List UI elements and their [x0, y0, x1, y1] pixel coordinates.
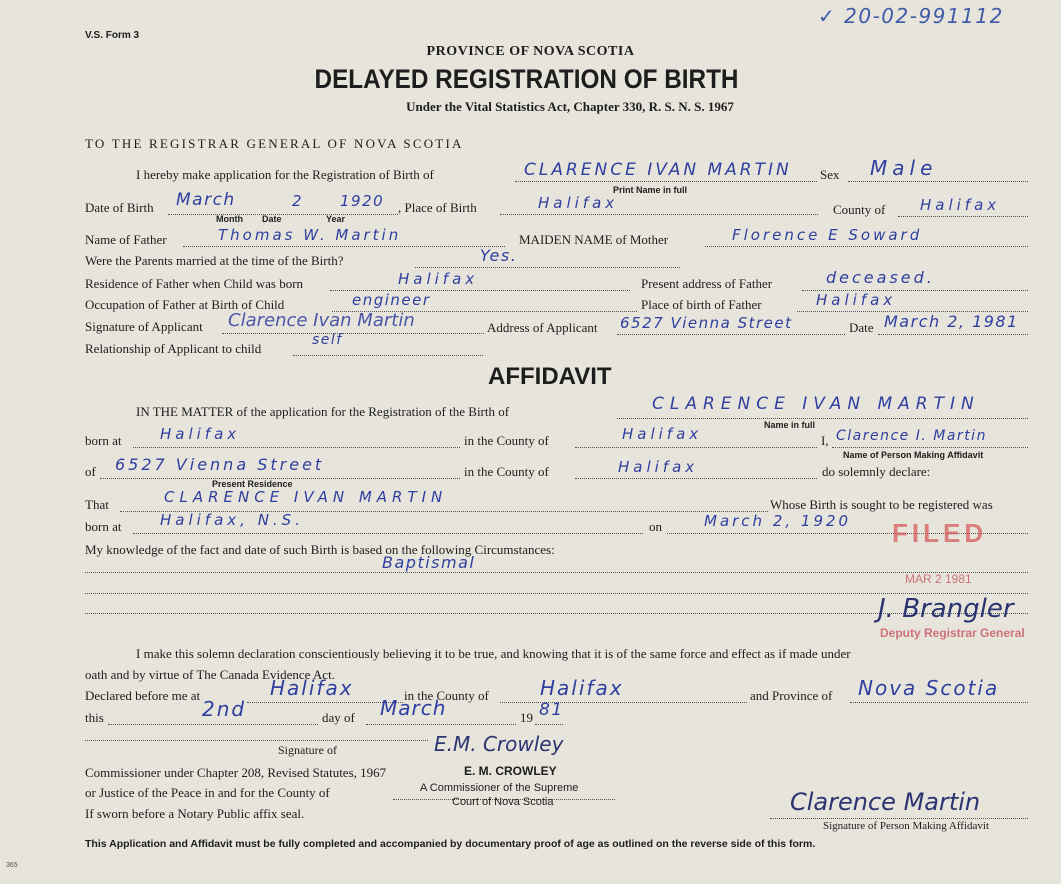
declared-county-label: in the County of	[404, 688, 489, 703]
on-label: on	[649, 519, 662, 534]
year-hint: Year	[326, 214, 346, 224]
this-day-value: 2nd	[202, 697, 247, 721]
father-label: Name of Father	[85, 232, 167, 247]
place-label: , Place of Birth	[398, 200, 477, 215]
footer-note: This Application and Affidavit must be fully completed and accompanied by documentary proof of age as outlined on the reverse side of this form.	[85, 838, 816, 850]
commissioner-line-1: Commissioner under Chapter 208, Revised Statutes, 1967	[85, 765, 387, 780]
declare-label: do solemnly declare:	[822, 464, 931, 479]
filed-date: MAR 2 1981	[905, 572, 972, 586]
declared-label: Declared before me at	[85, 688, 201, 703]
county-value: Halifax	[920, 196, 1001, 214]
born-at-label: born at	[85, 433, 122, 448]
residence-value: Halifax	[398, 270, 479, 288]
commissioner-line-2: or Justice of the Peace in and for the County of	[85, 785, 330, 800]
file-number: ✓ 20-02-991112	[818, 4, 1004, 28]
applicant-signature: Clarence Ivan Martin	[228, 310, 415, 331]
dob-year-value: 1920	[340, 192, 385, 210]
year-value: 81	[539, 700, 564, 720]
affidavit-name-value: CLARENCE IVAN MARTIN	[652, 394, 980, 414]
county-value-2: Halifax	[618, 458, 699, 476]
mother-label: MAIDEN NAME of Mother	[519, 232, 669, 247]
married-label: Were the Parents married at the time of the Birth?	[85, 253, 344, 268]
declaration-line-1: I make this solemn declaration conscientiously believing it to be true, and knowing that it is of the same force and effect as if made under	[136, 646, 851, 661]
of-label: of	[85, 464, 96, 479]
married-value: Yes.	[480, 246, 518, 265]
application-date-value: March 2, 1981	[884, 312, 1019, 331]
applicant-address-value: 6527 Vienna Street	[620, 314, 793, 332]
signature-of-label: Signature of	[278, 743, 337, 757]
mother-value: Florence E Soward	[732, 226, 923, 244]
form-title: DELAYED REGISTRATION OF BIRTH	[314, 64, 739, 94]
deponent-value: Clarence I. Martin	[836, 428, 987, 444]
affidavit-heading: AFFIDAVIT	[488, 363, 612, 390]
circumstance-value: Baptismal	[382, 553, 476, 572]
born-at-value: Halifax	[160, 425, 241, 443]
that-name-value: CLARENCE IVAN MARTIN	[164, 488, 448, 506]
father-birthplace-value: Halifax	[816, 291, 897, 309]
year-prefix: 19	[520, 710, 533, 725]
province-label: and Province of	[750, 688, 833, 703]
dob-label: Date of Birth	[85, 200, 154, 215]
declared-county-value: Halifax	[540, 676, 624, 700]
sex-value: Male	[870, 156, 938, 180]
addressee: TO THE REGISTRAR GENERAL OF NOVA SCOTIA	[85, 136, 464, 151]
day-of-label: day of	[322, 710, 355, 725]
province-heading: PROVINCE OF NOVA SCOTIA	[426, 44, 635, 59]
province-value: Nova Scotia	[858, 676, 1000, 700]
residence-label: Residence of Father when Child was born	[85, 276, 304, 291]
this-label: this	[85, 710, 104, 725]
matter-label: IN THE MATTER of the application for the Registration of the Birth of	[136, 404, 510, 419]
sex-label: Sex	[820, 167, 840, 182]
residence-value-affidavit: 6527 Vienna Street	[115, 455, 325, 474]
dob-day-value: 2	[292, 192, 304, 210]
stamp-name: E. M. CROWLEY	[464, 764, 557, 778]
present-address-value: deceased.	[826, 268, 935, 287]
residence-hint: Present Residence	[212, 479, 293, 489]
print-name-hint: Print Name in full	[613, 185, 688, 195]
present-address-label: Present address of Father	[641, 276, 773, 291]
person-signature: Clarence Martin	[790, 788, 981, 816]
deputy-title: Deputy Registrar General	[880, 626, 1025, 640]
deputy-signature: J. Brangler	[878, 594, 1014, 624]
knowledge-label: My knowledge of the fact and date of such Birth is based on the following Circumstances:	[85, 542, 555, 557]
father-birthplace-label: Place of birth of Father	[641, 297, 762, 312]
on-date-value: March 2, 1920	[704, 512, 852, 530]
form-print-code: 365	[6, 862, 18, 869]
occupation-label: Occupation of Father at Birth of Child	[85, 297, 285, 312]
month-hint: Month	[216, 214, 243, 224]
place-value: Halifax	[538, 194, 619, 212]
declaration-line-2: oath and by virtue of The Canada Evidence Act.	[85, 667, 335, 682]
child-name-value: CLARENCE IVAN MARTIN	[524, 160, 792, 180]
commissioner-line-3: If sworn before a Notary Public affix seal.	[85, 806, 305, 821]
county-label: County of	[833, 202, 886, 217]
date-label: Date	[849, 320, 874, 335]
born-at-label-2: born at	[85, 519, 122, 534]
i-label: I,	[821, 433, 829, 448]
born-at-value-2: Halifax, N.S.	[160, 511, 304, 529]
applicant-address-label: Address of Applicant	[487, 320, 598, 335]
month-value: March	[380, 696, 447, 720]
father-value: Thomas W. Martin	[218, 226, 402, 244]
in-county-label-2: in the County of	[464, 464, 549, 479]
relationship-value: self	[312, 332, 343, 348]
intro-label: I hereby make application for the Registration of Birth of	[136, 167, 434, 182]
stamp-line-2: Court of Nova Scotia	[452, 796, 554, 808]
in-county-label-1: in the County of	[464, 433, 549, 448]
stamp-line-1: A Commissioner of the Supreme	[420, 782, 579, 794]
deponent-hint: Name of Person Making Affidavit	[843, 450, 984, 460]
relationship-label: Relationship of Applicant to child	[85, 341, 262, 356]
county-value-1: Halifax	[622, 425, 703, 443]
that-label: That	[85, 497, 109, 512]
name-hint: Name in full	[764, 420, 816, 430]
form-code: V.S. Form 3	[85, 30, 140, 41]
dob-month-value: March	[176, 190, 236, 210]
form-subtitle: Under the Vital Statistics Act, Chapter 330, R. S. N. S. 1967	[406, 99, 734, 114]
applicant-signature-label: Signature of Applicant	[85, 319, 203, 334]
declared-place-value: Halifax	[270, 676, 354, 700]
commissioner-signature: E.M. Crowley	[434, 732, 564, 756]
occupation-value: engineer	[352, 291, 431, 309]
date-hint: Date	[262, 214, 282, 224]
filed-stamp: FILED	[892, 518, 988, 548]
person-signature-label: Signature of Person Making Affidavit	[823, 820, 989, 832]
whose-birth-label: Whose Birth is sought to be registered was	[770, 497, 993, 512]
